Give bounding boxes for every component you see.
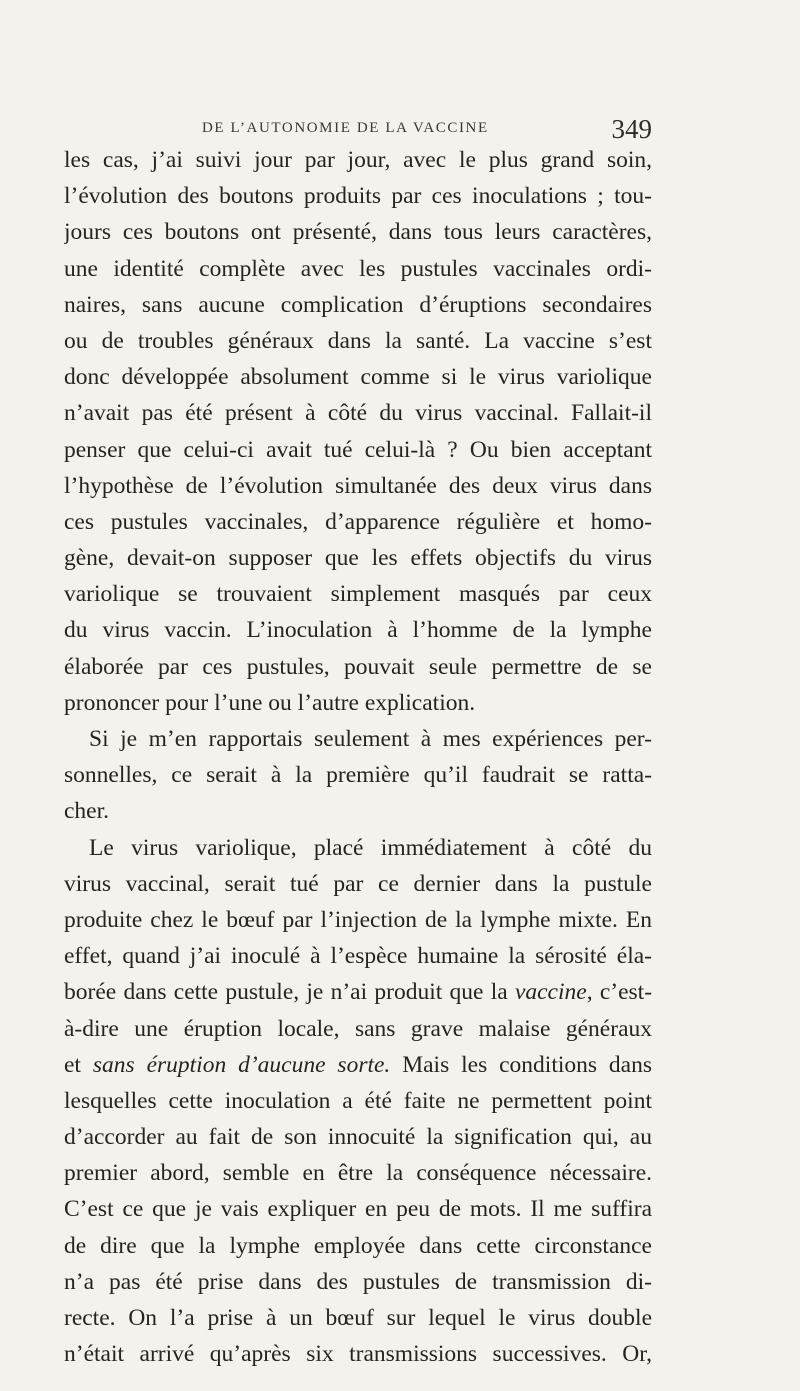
text-line (64, 974, 652, 1010)
italic-phrase: sans éruption d’aucune sorte. (92, 1051, 391, 1078)
running-head: DE L’AUTONOMIE DE LA VACCINE (202, 120, 489, 136)
text-line: ou de troubles généraux dans la santé. La vaccine s’est (64, 327, 652, 354)
text-line: sonnelles, ce serait à la première qu’il faudrait se ratta- (64, 762, 652, 789)
text-line: recte. On l’a prise à un bœuf sur lequel le virus double (64, 1305, 652, 1331)
text-line: C’est ce que je vais expliquer en peu de mots. Il me suffira (64, 1196, 652, 1223)
text-line: l’évolution des boutons produits par ces inoculations ; tou- (64, 183, 652, 210)
text-line: lesquelles cette inoculation a été faite ne permettent point (64, 1087, 652, 1114)
text-line: d’accorder au fait de son innocuité la signification qui, au (64, 1124, 652, 1151)
text-line: à-dire une éruption locale, sans grave malaise généraux (64, 1015, 652, 1042)
text-line: de dire que la lymphe employée dans cette circonstance (64, 1232, 652, 1259)
text-line: produite chez le bœuf par l’injection de la lymphe mixte. En (64, 906, 652, 933)
text-line: Le virus variolique, placé immédiatement à côté du (89, 834, 652, 861)
body-text (64, 142, 652, 1372)
text-line: penser que celui-ci avait tué celui-là ? Ou bien acceptant (64, 436, 652, 463)
italic-term: vaccine (514, 979, 587, 1006)
page-number: 349 (611, 114, 652, 144)
text-line: n’était arrivé qu’après six transmissions successives. Or, (64, 1341, 652, 1368)
text-line: effet, quand j’ai inoculé à l’espèce humaine la sérosité éla- (64, 943, 652, 970)
text-line: virus vaccinal, serait tué par ce dernier dans la pustule (64, 870, 652, 897)
text-line: les cas, j’ai suivi jour par jour, avec le plus grand soin, (64, 147, 652, 173)
text-line: gène, devait-on supposer que les effets objectifs du virus (64, 545, 652, 572)
text-line: élaborée par ces pustules, pouvait seule permettre de se (64, 653, 652, 680)
text-line (64, 1047, 652, 1083)
text-line: ces pustules vaccinales, d’apparence régulière et homo- (64, 508, 652, 535)
text-line: premier abord, semble en être la conséquence nécessaire. (64, 1160, 652, 1187)
text-line: donc développée absolument comme si le virus variolique (64, 364, 652, 391)
text-line: n’avait pas été présent à côté du virus vaccinal. Fallait-il (64, 400, 652, 427)
text-line: variolique se trouvaient simplement masqués par ceux (64, 581, 652, 608)
text-segment: Mais les conditions dans (402, 1051, 652, 1078)
text-segment: , c’est- (586, 979, 652, 1006)
text-segment: borée dans cette pustule, je n’ai produit que la (64, 979, 508, 1006)
text-line: cher. (64, 798, 110, 825)
text-line: naires, sans aucune complication d’éruptions secondaires (64, 291, 652, 318)
text-line: n’a pas été prise dans des pustules de transmission di- (64, 1268, 652, 1295)
text-line: du virus vaccin. L’inoculation à l’homme de la lymphe (64, 617, 652, 644)
text-line: jours ces boutons ont présenté, dans tous leurs caractères, (64, 219, 652, 246)
text-line: Si je m’en rapportais seulement à mes expériences per- (89, 726, 652, 752)
text-line: l’hypothèse de l’évolution simultanée des deux virus dans (64, 472, 652, 499)
text-line: une identité complète avec les pustules vaccinales ordi- (64, 255, 652, 282)
text-segment: et (64, 1051, 81, 1078)
text-line: prononcer pour l’une ou l’autre explication. (64, 689, 476, 716)
